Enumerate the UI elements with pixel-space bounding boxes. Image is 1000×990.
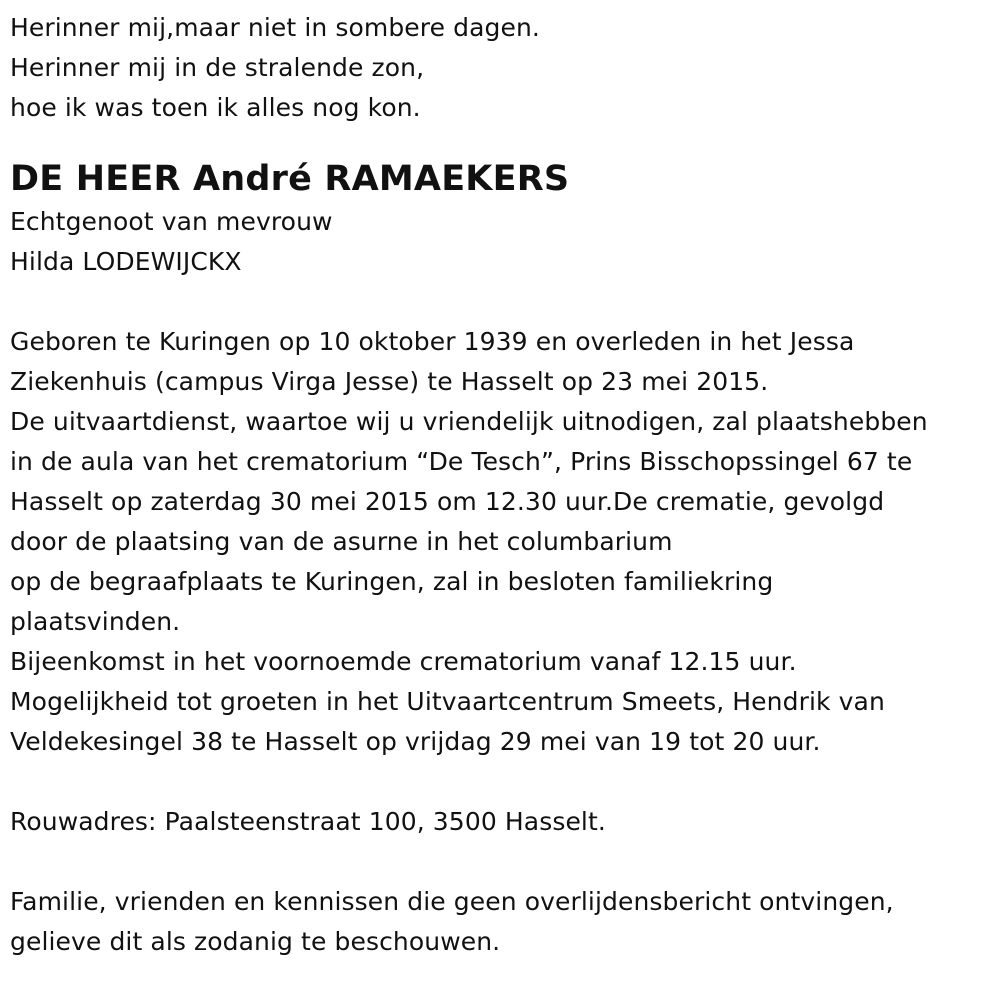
mourning-address: Rouwadres: Paalsteenstraat 100, 3500 Hasselt. [10, 807, 606, 836]
announcement-line: plaatsvinden. [10, 607, 181, 636]
announcement-line: De uitvaartdienst, waartoe wij u vriendelijk uitnodigen, zal plaatshebben [10, 407, 928, 436]
relation-line: Hilda LODEWIJCKX [10, 247, 242, 276]
announcement-line: op de begraafplaats te Kuringen, zal in besloten familiekring [10, 567, 774, 596]
obituary-document [10, 8, 995, 962]
spacer [10, 762, 995, 802]
poem [10, 8, 995, 128]
deceased-name: DE HEER André RAMAEKERS [10, 159, 570, 199]
spacer [10, 282, 995, 322]
announcement-line: Geboren te Kuringen op 10 oktober 1939 en overleden in het Jessa [10, 327, 855, 356]
poem-line: Herinner mij,maar niet in sombere dagen. [10, 13, 540, 42]
announcement-line: Bijeenkomst in het voornoemde crematorium vanaf 12.15 uur. [10, 647, 797, 676]
spacer [10, 128, 995, 156]
announcement-line: Hasselt op zaterdag 30 mei 2015 om 12.30 uur.De crematie, gevolgd [10, 487, 885, 516]
poem-line: hoe ik was toen ik alles nog kon. [10, 93, 421, 122]
closing-note [10, 882, 995, 962]
closing-line: Familie, vrienden en kennissen die geen overlijdensbericht ontvingen, [10, 887, 894, 916]
announcement-line: Veldekesingel 38 te Hasselt op vrijdag 29 mei van 19 tot 20 uur. [10, 727, 821, 756]
announcement-line: Mogelijkheid tot groeten in het Uitvaartcentrum Smeets, Hendrik van [10, 687, 885, 716]
relation-line: Echtgenoot van mevrouw [10, 207, 333, 236]
closing-line: gelieve dit als zodanig te beschouwen. [10, 927, 501, 956]
poem-line: Herinner mij in de stralende zon, [10, 53, 425, 82]
spacer [10, 842, 995, 882]
deceased-block [10, 156, 995, 282]
announcement-line: in de aula van het crematorium “De Tesch”, Prins Bisschopssingel 67 te [10, 447, 913, 476]
announcement-body [10, 322, 995, 762]
announcement-line: door de plaatsing van de asurne in het columbarium [10, 527, 673, 556]
announcement-line: Ziekenhuis (campus Virga Jesse) te Hasselt op 23 mei 2015. [10, 367, 769, 396]
